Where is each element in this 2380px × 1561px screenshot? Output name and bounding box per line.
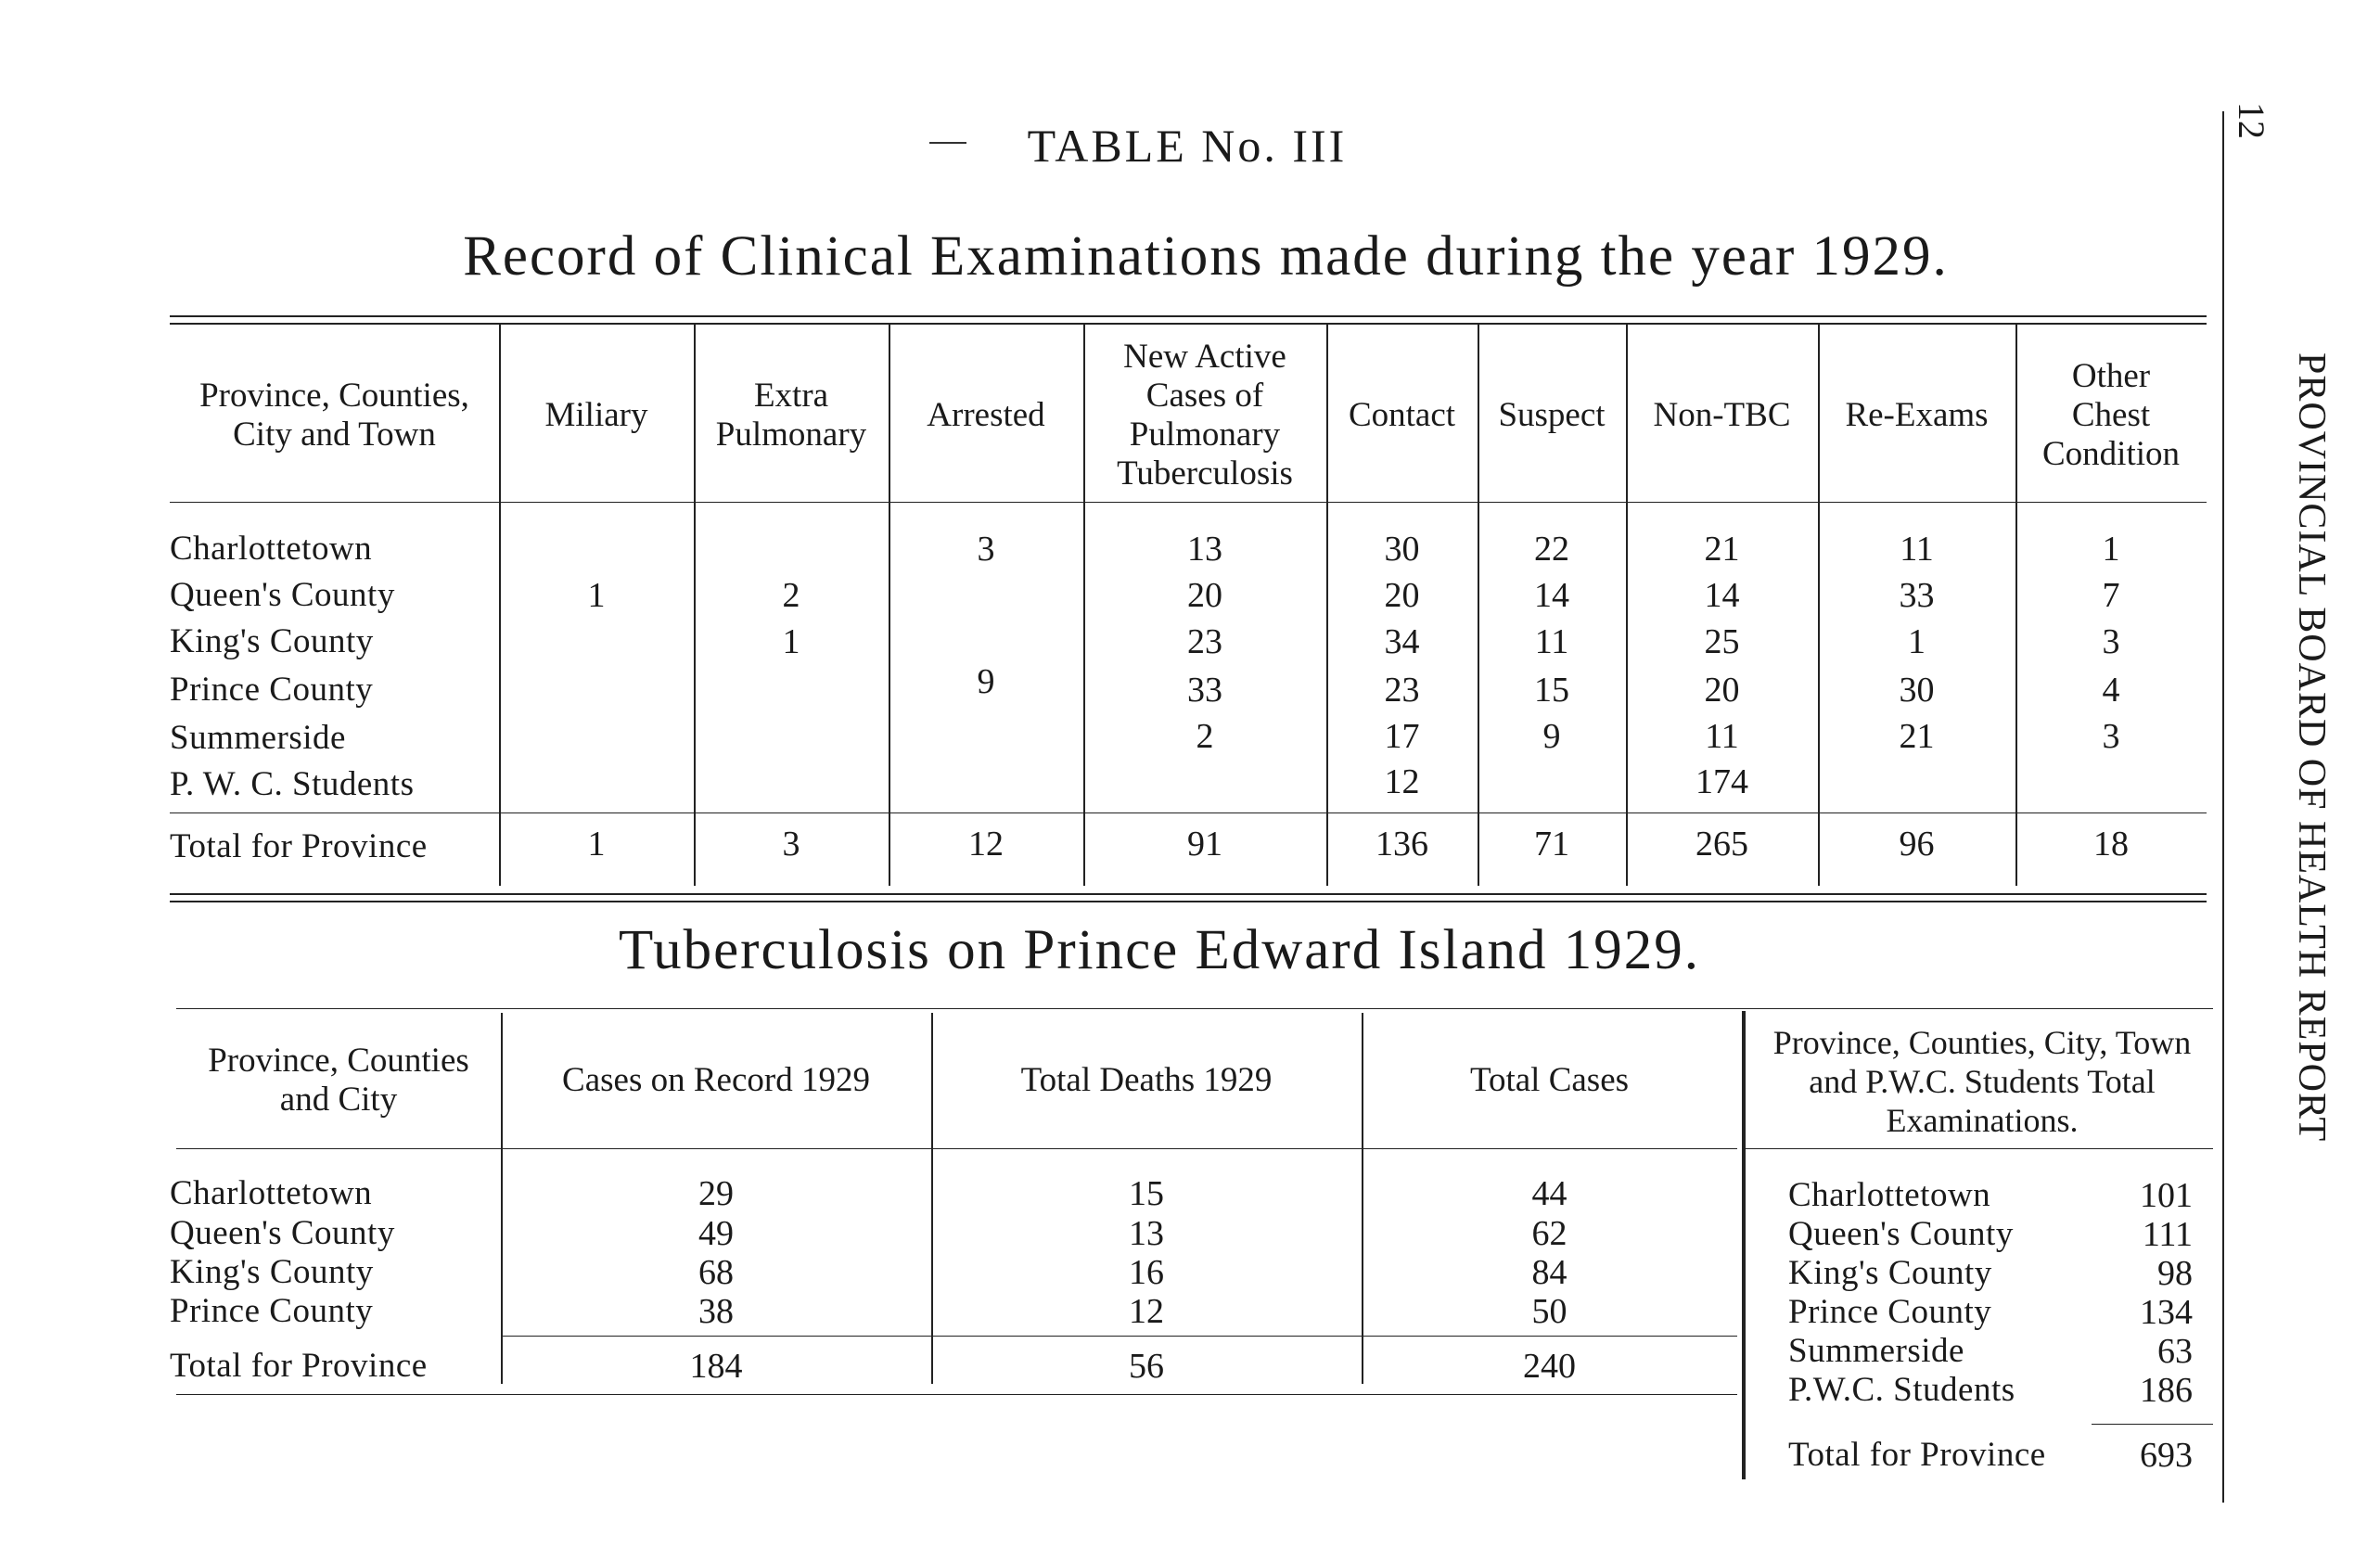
total-cell: 12 <box>968 825 1004 864</box>
row-label: Prince County <box>170 671 374 709</box>
col-header-other-chest-condition: Other Chest Condition <box>2041 356 2181 473</box>
cell: 23 <box>1384 671 1420 710</box>
total-overline <box>501 1336 1737 1337</box>
cell: 11 <box>1705 717 1739 756</box>
header-underline <box>176 1148 1737 1149</box>
cell: 3 <box>2102 717 2120 756</box>
total-label: Total for Province <box>1788 1436 2046 1474</box>
cell: 98 <box>2157 1254 2193 1293</box>
cell: 2 <box>1196 717 1214 756</box>
section-title: Tuberculosis on Prince Edward Island 1929. <box>618 919 1701 981</box>
main-title: Record of Clinical Examinations made during the year 1929. <box>463 225 1949 288</box>
cell: 38 <box>698 1292 734 1331</box>
cell: 49 <box>698 1214 734 1253</box>
total-cell: 265 <box>1695 825 1748 864</box>
col-header-total-cases: Total Cases <box>1469 1061 1630 1099</box>
row-label: King's County <box>170 622 374 660</box>
table2-top-rule <box>176 1008 2213 1009</box>
col-header-contact: Contact <box>1348 395 1456 434</box>
cell: 4 <box>2102 671 2120 710</box>
cell: 30 <box>1384 530 1420 569</box>
cell: 174 <box>1695 762 1748 801</box>
row-label: Charlottetown <box>170 1174 373 1212</box>
cell: 25 <box>1704 622 1740 661</box>
page-number: 12 <box>2231 102 2272 139</box>
cell: 13 <box>1129 1214 1164 1253</box>
row-label: P. W. C. Students <box>170 765 415 803</box>
total-cell: 240 <box>1523 1347 1576 1386</box>
cell: 68 <box>698 1253 734 1292</box>
cell: 23 <box>1187 622 1222 661</box>
total-label: Total for Province <box>170 1347 428 1385</box>
cell: 22 <box>1534 530 1569 569</box>
cell: 15 <box>1129 1174 1164 1213</box>
row-label: Queen's County <box>170 1214 395 1252</box>
cell: 186 <box>2140 1371 2193 1410</box>
table1-bottom-rule <box>170 893 2207 895</box>
cell: 134 <box>2140 1293 2193 1332</box>
cell: 20 <box>1187 576 1222 615</box>
col-header-miliary: Miliary <box>544 395 648 434</box>
total-overline <box>170 812 2207 813</box>
col-header-non-tbc: Non-TBC <box>1653 395 1791 434</box>
cell: 3 <box>977 530 995 569</box>
cell: 34 <box>1384 622 1420 661</box>
total-cell: 136 <box>1376 825 1428 864</box>
table3-left-rule <box>1742 1011 1746 1479</box>
col-header-new-active-cases: New Active Cases of Pulmonary Tuberculosis <box>1117 337 1293 493</box>
row-label: Summerside <box>1788 1332 1964 1370</box>
header-underline <box>170 502 2207 503</box>
row-label: King's County <box>1788 1254 1992 1292</box>
total-cell: 71 <box>1534 825 1569 864</box>
cell: 29 <box>698 1174 734 1213</box>
cell: 44 <box>1531 1174 1567 1213</box>
col-header-total-deaths: Total Deaths 1929 <box>1020 1061 1273 1099</box>
cell: 63 <box>2157 1332 2193 1371</box>
total-overline <box>2092 1424 2213 1425</box>
table1-bottom-rule <box>170 901 2207 902</box>
cell: 7 <box>2102 576 2120 615</box>
cell: 11 <box>1534 622 1569 661</box>
total-cell: 3 <box>782 825 800 864</box>
row-label: Charlottetown <box>1788 1176 1991 1214</box>
total-cell: 1 <box>587 825 606 864</box>
cell: 1 <box>2102 530 2120 569</box>
cell: 50 <box>1531 1292 1567 1331</box>
total-cell: 56 <box>1129 1347 1164 1386</box>
row-label: P.W.C. Students <box>1788 1371 2015 1409</box>
total-cell: 96 <box>1899 825 1935 864</box>
row-label: King's County <box>170 1253 374 1291</box>
cell: 1 <box>782 622 800 661</box>
cell: 9 <box>977 662 995 701</box>
row-label: Queen's County <box>1788 1215 2014 1253</box>
cell: 30 <box>1899 671 1935 710</box>
cell: 84 <box>1531 1253 1567 1292</box>
row-label: Queen's County <box>170 576 395 614</box>
cell: 21 <box>1704 530 1740 569</box>
col-header-re-exams: Re-Exams <box>1845 395 1989 434</box>
cell: 14 <box>1534 576 1569 615</box>
cell: 16 <box>1129 1253 1164 1292</box>
header-underline <box>1744 1148 2213 1149</box>
cell: 12 <box>1384 762 1420 801</box>
row-label: Summerside <box>170 719 346 757</box>
page-edge-rule <box>2222 111 2224 1503</box>
col-header-extra-pulmonary: Extra Pulmonary <box>715 376 867 454</box>
cell: 62 <box>1531 1214 1567 1253</box>
table1-top-rule <box>170 315 2207 317</box>
row-label: Charlottetown <box>170 530 373 568</box>
row-label: Prince County <box>1788 1293 1992 1331</box>
cell: 17 <box>1384 717 1420 756</box>
row-label: Prince County <box>170 1292 374 1330</box>
col-header-suspect: Suspect <box>1498 395 1606 434</box>
cell: 15 <box>1534 671 1569 710</box>
col-header-region: Province, Counties and City <box>208 1042 469 1119</box>
table-number: TABLE No. III <box>1027 120 1348 172</box>
total-label: Total for Province <box>170 827 428 865</box>
cell: 9 <box>1542 717 1561 756</box>
cell: 1 <box>1908 622 1926 661</box>
cell: 1 <box>587 576 606 615</box>
cell: 33 <box>1899 576 1935 615</box>
col-header-cases-on-record: Cases on Record 1929 <box>562 1061 870 1099</box>
cell: 20 <box>1704 671 1740 710</box>
cell: 111 <box>2142 1215 2193 1254</box>
table1-top-rule <box>170 323 2207 325</box>
cell: 11 <box>1900 530 1934 569</box>
cell: 21 <box>1899 717 1935 756</box>
col-header-arrested: Arrested <box>927 395 1045 434</box>
total-cell: 91 <box>1187 825 1222 864</box>
cell: 3 <box>2102 622 2120 661</box>
cell: 33 <box>1187 671 1222 710</box>
running-title: PROVINCIAL BOARD OF HEALTH REPORT <box>2290 352 2333 1143</box>
total-cell: 184 <box>689 1347 743 1386</box>
cell: 12 <box>1129 1292 1164 1331</box>
cell: 13 <box>1187 530 1222 569</box>
cell: 101 <box>2140 1176 2193 1215</box>
examinations-header: Province, Counties, City, Town and P.W.C. Students Total Examinations. <box>1772 1023 2192 1139</box>
col-header-region: Province, Counties, City and Town <box>199 376 469 454</box>
cell: 14 <box>1704 576 1740 615</box>
total-cell: 693 <box>2140 1436 2193 1475</box>
table2-bottom-rule <box>176 1394 1737 1395</box>
cell: 2 <box>782 576 800 615</box>
cell: 20 <box>1384 576 1420 615</box>
total-cell: 18 <box>2093 825 2129 864</box>
